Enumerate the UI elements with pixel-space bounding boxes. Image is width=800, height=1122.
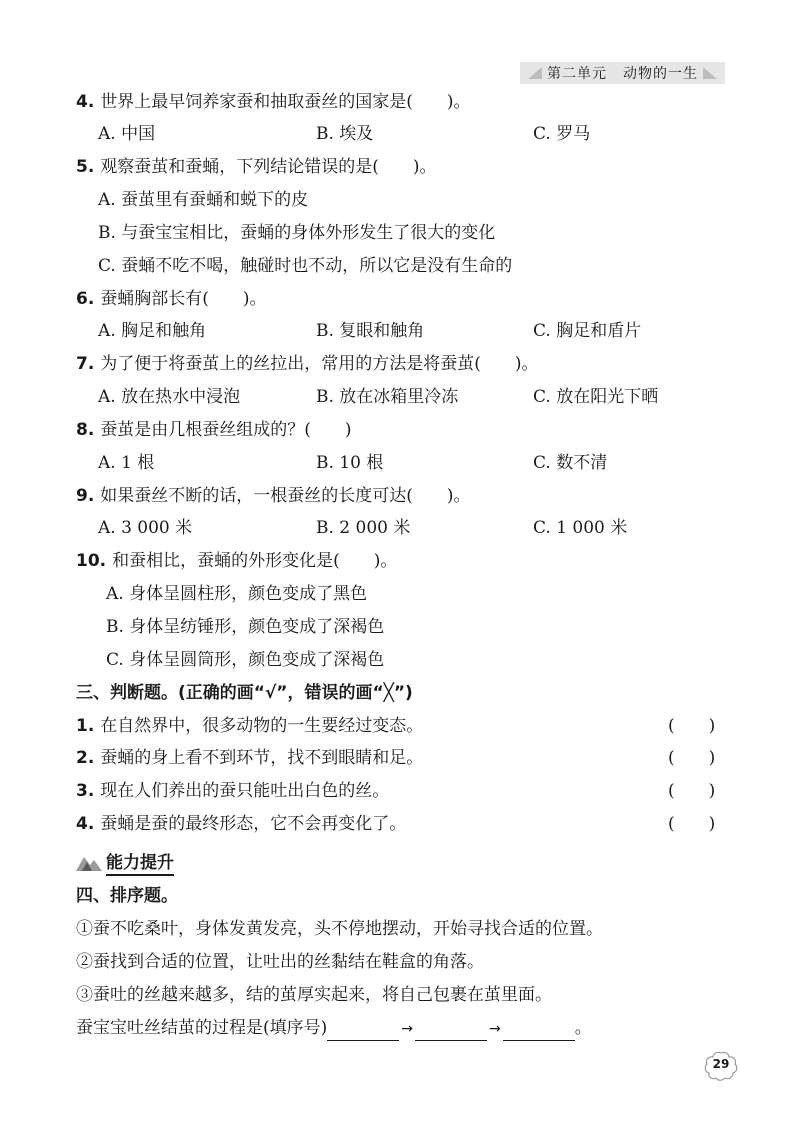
q9-option-b: B. 2 000 米: [316, 518, 411, 538]
triangle-left-icon: [528, 67, 542, 79]
sort-item-1: ①蚕不吃桑叶，身体发黄发亮，头不停地摆动，开始寻找合适的位置。: [76, 919, 603, 939]
judge-item-1: 1. 在自然界中，很多动物的一生要经过变态。: [76, 716, 424, 736]
question-8: 8. 蚕茧是由几根蚕丝组成的？( ): [76, 420, 352, 440]
page-number-badge: [704, 1051, 738, 1081]
question-10: 10. 和蚕相比，蚕蛹的外形变化是( )。: [76, 551, 398, 571]
judge-answer-4[interactable]: ( ): [668, 814, 716, 834]
unit-title: 动物的一生: [623, 66, 698, 82]
question-5: 5. 观察蚕茧和蚕蛹，下列结论错误的是( )。: [76, 157, 437, 177]
q6-option-c: C. 胸足和盾片: [533, 321, 642, 341]
q10-option-b: B. 身体呈纺锤形，颜色变成了深褐色: [106, 617, 385, 637]
section-3-title: 三、判断题。(正确的画“√”，错误的画“╳”): [76, 683, 413, 703]
arrow-icon: →: [401, 1021, 413, 1037]
question-9: 9. 如果蚕丝不断的话，一根蚕丝的长度可达( )。: [76, 486, 471, 506]
q7-option-b: B. 放在冰箱里冷冻: [316, 387, 459, 407]
triangle-right-icon: [703, 67, 717, 79]
q9-option-c: C. 1 000 米: [533, 518, 628, 538]
q4-option-b: B. 埃及: [316, 124, 374, 144]
q8-option-c: C. 数不清: [533, 453, 608, 473]
judge-answer-2[interactable]: ( ): [668, 748, 716, 768]
unit-label: 第二单元: [547, 66, 607, 82]
answer-blank-2[interactable]: [415, 1022, 487, 1041]
question-4: 4. 世界上最早饲养家蚕和抽取蚕丝的国家是( )。: [76, 92, 471, 112]
q5-option-c: C. 蚕蛹不吃不喝，触碰时也不动，所以它是没有生命的: [98, 256, 513, 276]
judge-item-3: 3. 现在人们养出的蚕只能吐出白色的丝。: [76, 781, 390, 801]
answer-blank-1[interactable]: [327, 1022, 399, 1041]
q7-option-c: C. 放在阳光下晒: [533, 387, 659, 407]
q10-option-a: A. 身体呈圆柱形，颜色变成了黑色: [106, 584, 368, 604]
ability-heading: [76, 848, 174, 876]
q8-option-a: A. 1 根: [98, 453, 155, 473]
answer-blank-3[interactable]: [503, 1022, 575, 1041]
sort-answer-line: [76, 1016, 592, 1041]
unit-header: [520, 62, 725, 84]
sort-answer-end: 。: [574, 1018, 592, 1038]
q10-option-c: C. 身体呈圆筒形，颜色变成了深褐色: [106, 650, 385, 670]
sort-item-3: ③蚕吐的丝越来越多，结的茧厚实起来，将自己包裹在茧里面。: [76, 985, 552, 1005]
sort-item-2: ②蚕找到合适的位置，让吐出的丝黏结在鞋盒的角落。: [76, 952, 484, 972]
judge-item-2: 2. 蚕蛹的身上看不到环节，找不到眼睛和足。: [76, 748, 424, 768]
q7-option-a: A. 放在热水中浸泡: [98, 387, 241, 407]
judge-item-4: 4. 蚕蛹是蚕的最终形态，它不会再变化了。: [76, 814, 407, 834]
q8-option-b: B. 10 根: [316, 453, 384, 473]
q9-option-a: A. 3 000 米: [98, 518, 193, 538]
section-4-title: 四、排序题。: [76, 886, 178, 906]
judge-answer-1[interactable]: ( ): [668, 716, 716, 736]
question-7: 7. 为了便于将蚕茧上的丝拉出，常用的方法是将蚕茧( )。: [76, 354, 539, 374]
question-6: 6. 蚕蛹胸部长有( )。: [76, 289, 267, 309]
q6-option-b: B. 复眼和触角: [316, 321, 425, 341]
sort-answer-prompt: 蚕宝宝吐丝结茧的过程是(填序号): [76, 1018, 328, 1038]
q6-option-a: A. 胸足和触角: [98, 321, 207, 341]
q5-option-b: B. 与蚕宝宝相比，蚕蛹的身体外形发生了很大的变化: [98, 223, 496, 243]
q4-option-c: C. 罗马: [533, 124, 591, 144]
mountain-icon: [76, 852, 102, 872]
arrow-icon: →: [489, 1021, 501, 1037]
ability-label: 能力提升: [106, 848, 174, 876]
q5-option-a: A. 蚕茧里有蚕蛹和蜕下的皮: [98, 190, 309, 210]
judge-answer-3[interactable]: ( ): [668, 781, 716, 801]
q4-option-a: A. 中国: [98, 124, 156, 144]
page-number: 29: [712, 1057, 730, 1071]
